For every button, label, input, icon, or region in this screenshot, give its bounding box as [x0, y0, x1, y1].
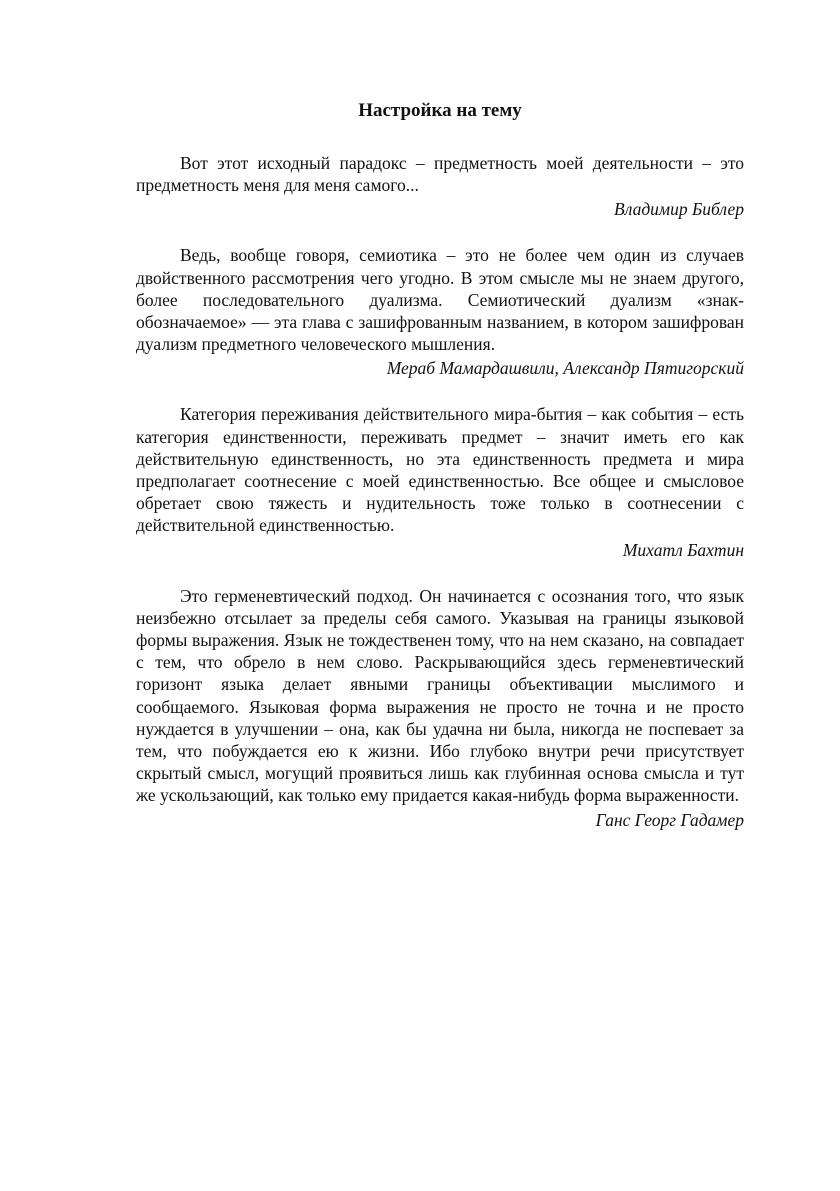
- epigraph-quote: Вот этот исходный парадокс – предметность моей деятельности – это предметность меня для меня самого...: [136, 153, 744, 196]
- epigraph-author: Владимир Библер: [614, 199, 744, 220]
- epigraph-quote: Категория переживания действительного мира-бытия – как события – есть категория единственности, переживать предмет – значит иметь его как действительную единственность, но эта единственность предмета и мира предполагает соотнесение с моей единственностью. Все общее и смысловое обретает свою тяжесть и нудительность тоже только в соотнесении с действительной единственностью.: [136, 404, 744, 536]
- epigraph-author: Михатл Бахтин: [622, 539, 744, 560]
- epigraph-quote: Ведь, вообще говоря, семиотика – это не более чем один из случаев двойственного рассмотрения чего угодно. В этом смысле мы не знаем другого, более последовательного дуализма. Семиотический дуализм «знак-обозначаемое» — эта глава с зашифрованным названием, в котором зашифрован дуализм предметного человеческого мышления.: [136, 245, 744, 355]
- epigraph-bakhtin: [136, 403, 744, 560]
- page-body: [136, 98, 744, 855]
- page-title: Настройка на тему: [358, 100, 522, 121]
- epigraph-gadamer: [136, 585, 744, 831]
- epigraph-author: Ганс Георг Гадамер: [595, 809, 744, 830]
- epigraph-quote: Это герменевтический подход. Он начинается с осознания того, что язык неизбежно отсылает за пределы себя самого. Указывая на границы языковой формы выражения. Язык не тождественен тому, что на нем сказано, на совпадает с тем, что обрело в нем слово. Раскрывающийся здесь герменевтический горизонт языка делает явными границы объективации мыслимого и сообщаемого. Языковая форма выражения не просто не точна и не просто нуждается в улучшении – она, как бы удачна ни была, никогда не поспевает за тем, что побуждается ею к жизни. Ибо глубоко внутри речи присутствует скрытый смысл, могущий проявиться лишь как глубинная основа смысла и тут же ускользающий, как только ему придается какая-нибудь форма выраженности.: [136, 585, 744, 806]
- epigraph-author: Мераб Мамардашвили, Александр Пятигорский: [386, 358, 744, 379]
- epigraph-mamardashvili: [136, 244, 744, 379]
- epigraph-bibler: [136, 152, 744, 220]
